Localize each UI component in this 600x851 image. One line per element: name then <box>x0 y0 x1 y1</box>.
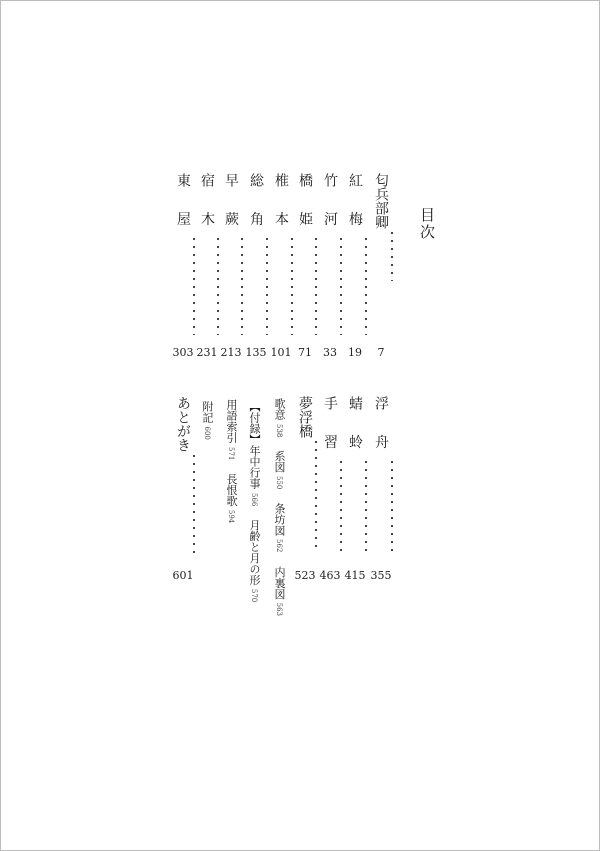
appendix-page: 570 <box>250 588 258 603</box>
chapter-title: 夢浮橋 <box>297 396 313 438</box>
page-number: 135 <box>245 346 267 359</box>
appendix-page: 562 <box>275 539 283 553</box>
toc-entry[interactable] <box>293 173 317 341</box>
leader-dots <box>193 452 195 556</box>
appendix-page: 566 <box>250 492 258 506</box>
page-number: 19 <box>348 346 362 359</box>
page-number: 463 <box>319 569 341 582</box>
chapter-title: 宿 木 <box>199 173 215 236</box>
page-number: 355 <box>370 569 392 582</box>
page-number: 523 <box>294 569 316 582</box>
chapter-title: 蜻 蛉 <box>347 396 363 459</box>
page-number: 213 <box>220 346 242 359</box>
chapter-title: 竹 河 <box>322 173 338 236</box>
toc-entry[interactable] <box>171 173 195 341</box>
leader-dots <box>365 458 367 554</box>
toc-entry[interactable] <box>219 173 243 341</box>
appendix-item[interactable]: 用語索引 <box>225 399 238 443</box>
afterword-title: あとがき <box>175 396 191 452</box>
leader-dots <box>266 235 268 335</box>
page-number: 33 <box>323 346 337 359</box>
page-number: 71 <box>298 346 312 359</box>
appendix-column <box>248 401 260 602</box>
appendix-item[interactable]: 附記 <box>201 401 214 423</box>
chapter-title: 総 角 <box>248 173 264 236</box>
chapter-title: 東 屋 <box>175 173 191 236</box>
appendix-item[interactable]: 【付録】年中行事 <box>248 401 261 489</box>
toc-entry[interactable] <box>318 396 342 561</box>
chapter-title: 椎 本 <box>273 173 289 236</box>
leader-dots <box>291 235 293 335</box>
leader-dots <box>217 235 219 335</box>
leader-dots <box>391 229 393 281</box>
page-number: 303 <box>172 346 194 359</box>
appendix-item[interactable]: 内裏図 <box>273 566 286 600</box>
page-number: 231 <box>196 346 218 359</box>
page-number: 415 <box>344 569 366 582</box>
leader-dots <box>193 235 195 335</box>
leader-dots <box>340 458 342 554</box>
toc-entry[interactable] <box>318 173 342 341</box>
toc-entry[interactable] <box>293 396 317 561</box>
appendix-item[interactable]: 系図 <box>273 450 286 473</box>
appendix-page: 550 <box>275 475 283 490</box>
toc-entry[interactable] <box>343 396 367 561</box>
page-number: 101 <box>270 346 292 359</box>
appendix-page: 571 <box>227 446 235 460</box>
leader-dots <box>391 458 393 554</box>
toc-entry[interactable] <box>369 173 393 341</box>
toc-entry[interactable] <box>343 173 367 341</box>
toc-heading: 目次 <box>418 207 436 241</box>
appendix-column <box>225 399 237 523</box>
leader-dots <box>315 235 317 335</box>
appendix-item[interactable]: 月齢と月の形 <box>248 519 261 586</box>
leader-dots <box>365 235 367 335</box>
leader-dots <box>340 235 342 335</box>
toc-entry[interactable] <box>195 173 219 341</box>
chapter-title: 早 蕨 <box>223 173 239 236</box>
appendix-page: 600 <box>203 426 211 440</box>
chapter-title: 浮 舟 <box>373 396 389 459</box>
leader-dots <box>315 438 317 548</box>
toc-entry[interactable] <box>269 173 293 341</box>
toc-entry[interactable] <box>244 173 268 341</box>
chapter-title: 手 習 <box>322 396 338 459</box>
leader-dots <box>241 235 243 335</box>
appendix-item[interactable]: 歌意 <box>273 398 286 420</box>
chapter-title: 匂兵部卿 <box>373 173 389 229</box>
appendix-column <box>201 401 213 440</box>
appendix-page: 594 <box>227 509 235 524</box>
appendix-column <box>273 398 285 616</box>
chapter-title: 橋 姫 <box>297 173 313 236</box>
toc-entry-afterword[interactable] <box>171 396 195 561</box>
chapter-title: 紅 梅 <box>347 173 363 236</box>
appendix-page: 563 <box>275 602 283 616</box>
page-number: 7 <box>377 346 385 359</box>
appendix-item[interactable]: 条坊図 <box>273 502 286 536</box>
appendix-page: 538 <box>275 423 283 437</box>
toc-entry[interactable] <box>369 396 393 561</box>
page-number: 601 <box>172 569 194 582</box>
appendix-item[interactable]: 長恨歌 <box>225 473 238 507</box>
